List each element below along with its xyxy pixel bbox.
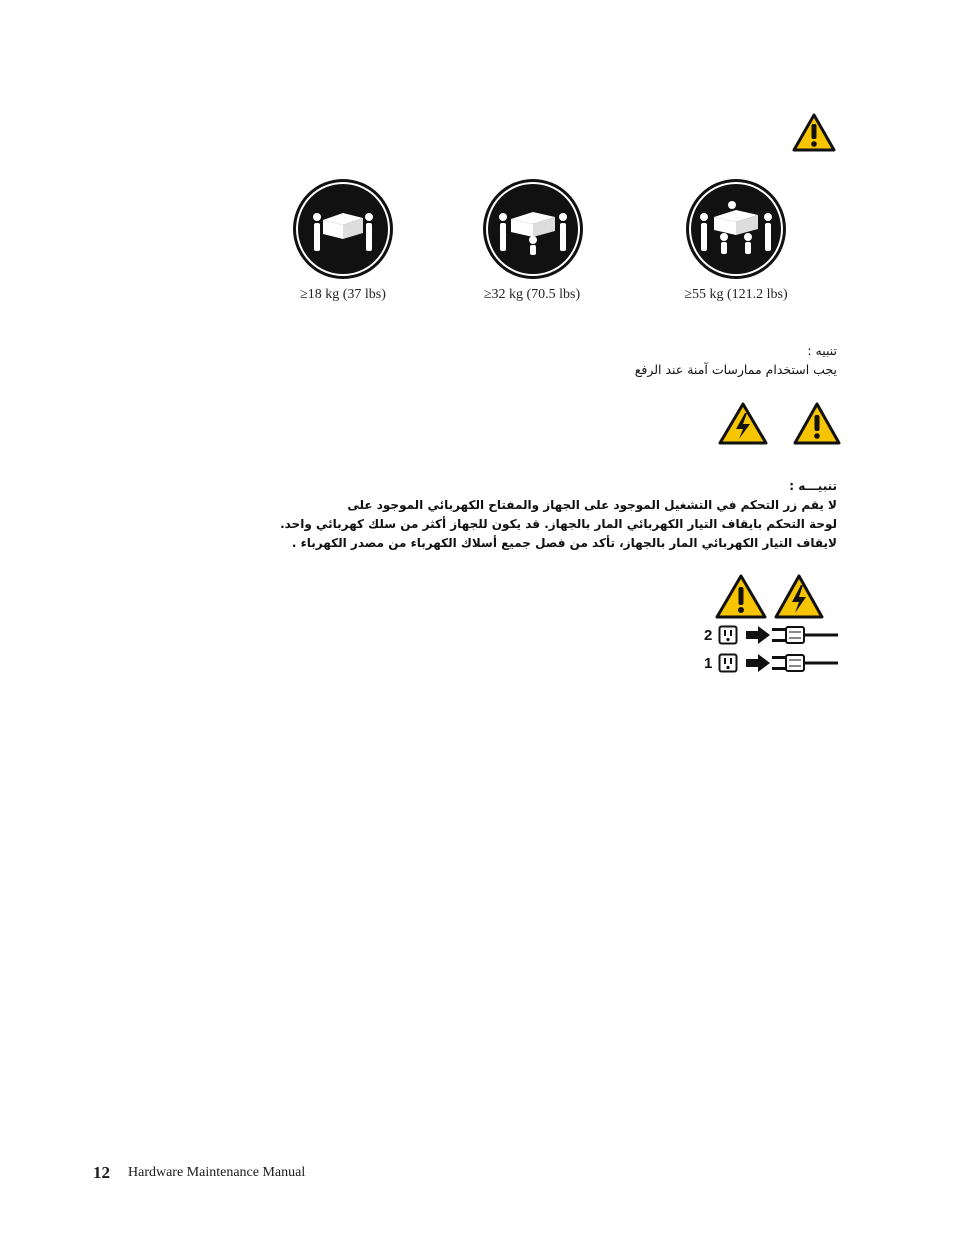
- high-voltage-icon: [718, 402, 768, 446]
- page-number: 12: [93, 1163, 110, 1182]
- manual-title: Hardware Maintenance Manual: [128, 1165, 306, 1180]
- lift-weight-label: ≥32 kg (70.5 lbs): [483, 287, 581, 302]
- arrow-right-icon: [744, 624, 772, 646]
- lifting-people-icon: [291, 177, 395, 281]
- power-outlet-icon: [718, 653, 738, 673]
- caution-power-line: لا يقم زر التحكم في التشغيل الموجود على الجهاز والمفتاح الكهربائي الموجود على: [347, 498, 837, 512]
- lift-weight-label: ≥55 kg (121.2 lbs): [684, 287, 788, 302]
- warning-triangle-icon: [792, 113, 836, 153]
- warning-triangle-icon: [715, 574, 767, 620]
- caution-lifting-heading: تنبيه :: [807, 343, 837, 358]
- lifting-people-icon: [684, 177, 788, 281]
- outlet-number: 1: [704, 655, 713, 672]
- lifting-people-icon: [481, 177, 585, 281]
- power-plug-icon: [772, 626, 838, 644]
- lift-weight-label: ≥18 kg (37 lbs): [300, 287, 386, 302]
- warning-triangle-icon: [793, 402, 841, 446]
- caution-power-line: لايقاف التيار الكهربائي المار بالجهاز، تأكد من فصل جميع أسلاك الكهرباء من مصدر الكهرباء .: [291, 536, 837, 550]
- power-outlet-icon: [718, 625, 738, 645]
- high-voltage-icon: [774, 574, 824, 620]
- power-plug-icon: [772, 654, 838, 672]
- arrow-right-icon: [744, 652, 772, 674]
- outlet-number: 2: [704, 627, 713, 644]
- caution-power-line: لوحة التحكم بايقاف التيار الكهربائي المار بالجهاز. قد يكون للجهاز أكثر من سلك كهربائي واحد.: [280, 517, 837, 531]
- caution-power-heading: تنبيـــه :: [789, 479, 837, 493]
- caution-lifting-text: يجب استخدام ممارسات آمنة عند الرفع: [634, 362, 837, 377]
